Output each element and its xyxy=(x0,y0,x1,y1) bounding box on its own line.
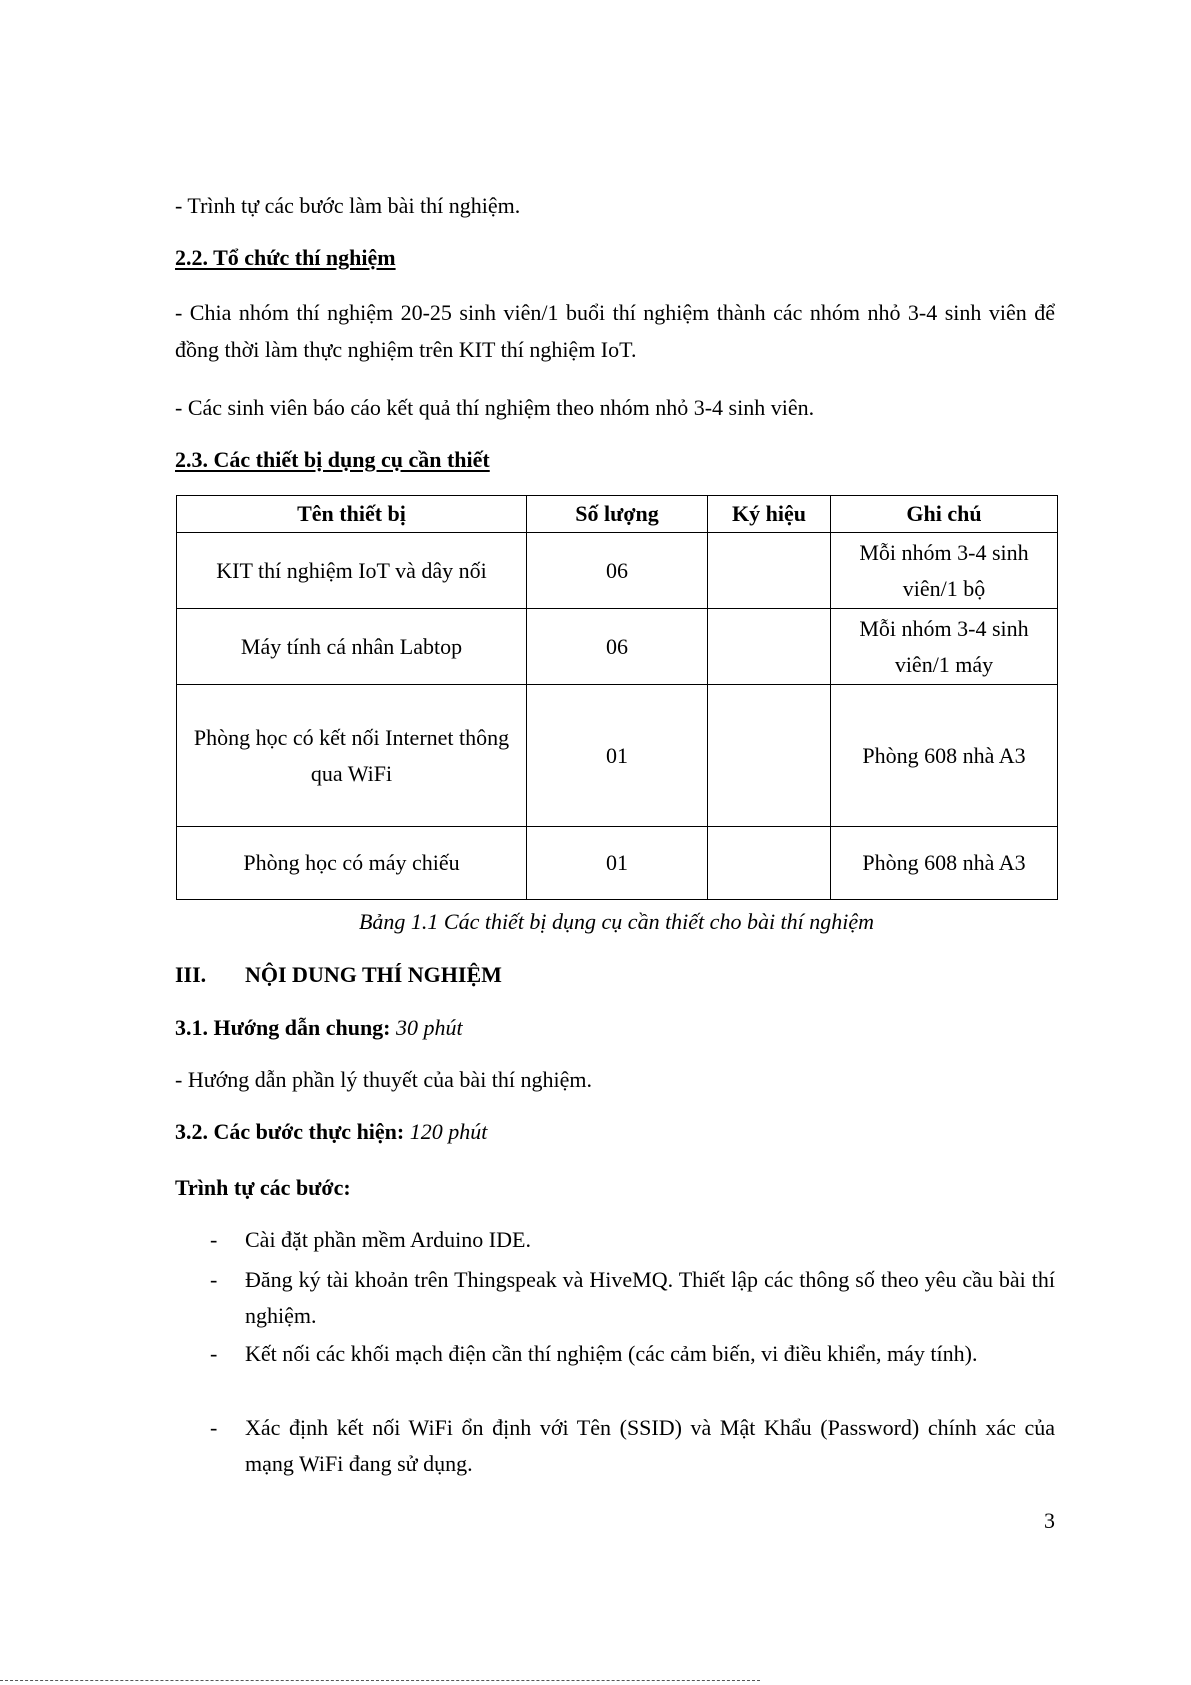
section-3-number: III. xyxy=(175,962,207,987)
list-bullet: - xyxy=(210,1341,218,1366)
list-bullet: - xyxy=(210,1227,218,1252)
list-item xyxy=(210,1262,1055,1334)
cell-note: Mỗi nhóm 3-4 sinh viên/1 máy xyxy=(831,609,1058,685)
section-3-1-time: 30 phút xyxy=(396,1015,463,1040)
section-3-1-heading xyxy=(175,1010,1055,1046)
section-2-2-paragraph-1: - Chia nhóm thí nghiệm 20-25 sinh viên/1 buổi thí nghiệm thành các nhóm nhỏ 3-4 sinh viên để đồng thời làm thực nghiệm trên KIT thí nghiệm IoT. xyxy=(175,300,1055,362)
section-3-2-label: 3.2. Các bước thực hiện: xyxy=(175,1119,405,1144)
cell-quantity: 01 xyxy=(527,827,708,900)
cell-name: KIT thí nghiệm IoT và dây nối xyxy=(177,533,527,609)
list-bullet: - xyxy=(210,1415,218,1440)
page-number: 3 xyxy=(1044,1508,1055,1533)
table-header-name: Tên thiết bị xyxy=(177,496,527,533)
table-row xyxy=(177,827,1058,900)
list-item xyxy=(210,1410,1055,1482)
list-item xyxy=(210,1336,1055,1372)
cell-symbol xyxy=(708,533,831,609)
cell-symbol xyxy=(708,609,831,685)
cell-quantity: 01 xyxy=(527,685,708,827)
cell-symbol xyxy=(708,685,831,827)
list-item-text: Kết nối các khối mạch điện cần thí nghiệm (các cảm biến, vi điều khiển, máy tính). xyxy=(245,1341,978,1366)
cell-note: Mỗi nhóm 3-4 sinh viên/1 bộ xyxy=(831,533,1058,609)
section-3-1-label: 3.1. Hướng dẫn chung: xyxy=(175,1015,391,1040)
cell-quantity: 06 xyxy=(527,609,708,685)
cell-quantity: 06 xyxy=(527,533,708,609)
table-row xyxy=(177,685,1058,827)
section-3-heading xyxy=(175,957,1055,993)
section-2-2-paragraph-2: - Các sinh viên báo cáo kết quả thí nghiệm theo nhóm nhỏ 3-4 sinh viên. xyxy=(175,395,815,420)
table-header-symbol: Ký hiệu xyxy=(708,496,831,533)
equipment-table xyxy=(176,495,1058,900)
section-2-3-heading: 2.3. Các thiết bị dụng cụ cần thiết xyxy=(175,447,490,472)
cell-symbol xyxy=(708,827,831,900)
cell-name: Máy tính cá nhân Labtop xyxy=(177,609,527,685)
section-3-2-heading xyxy=(175,1114,1055,1150)
bottom-divider xyxy=(0,1680,760,1681)
cell-note: Phòng 608 nhà A3 xyxy=(831,685,1058,827)
section-2-2-heading: 2.2. Tổ chức thí nghiệm xyxy=(175,245,396,270)
table-header-row xyxy=(177,496,1058,533)
section-3-1-paragraph: - Hướng dẫn phần lý thuyết của bài thí nghiệm. xyxy=(175,1067,593,1092)
list-item-text: Đăng ký tài khoản trên Thingspeak và HiveMQ. Thiết lập các thông số theo yêu cầu bài thí nghiệm. xyxy=(245,1267,1055,1328)
steps-title: Trình tự các bước: xyxy=(175,1175,351,1200)
table-row xyxy=(177,609,1058,685)
list-item-text: Cài đặt phần mềm Arduino IDE. xyxy=(245,1227,531,1252)
table-row xyxy=(177,533,1058,609)
cell-name: Phòng học có kết nối Internet thông qua WiFi xyxy=(177,685,527,827)
cell-note: Phòng 608 nhà A3 xyxy=(831,827,1058,900)
list-item-text: Xác định kết nối WiFi ổn định với Tên (SSID) và Mật Khẩu (Password) chính xác của mạng WiFi đang sử dụng. xyxy=(245,1415,1055,1476)
section-3-2-time: 120 phút xyxy=(409,1119,488,1144)
section-3-title: NỘI DUNG THÍ NGHIỆM xyxy=(245,962,502,987)
table-header-quantity: Số lượng xyxy=(527,496,708,533)
table-header-note: Ghi chú xyxy=(831,496,1058,533)
intro-list-item: - Trình tự các bước làm bài thí nghiệm. xyxy=(175,193,521,218)
table-caption: Bảng 1.1 Các thiết bị dụng cụ cần thiết cho bài thí nghiệm xyxy=(358,909,875,934)
list-item xyxy=(210,1222,1055,1258)
cell-name: Phòng học có máy chiếu xyxy=(177,827,527,900)
list-bullet: - xyxy=(210,1267,218,1292)
